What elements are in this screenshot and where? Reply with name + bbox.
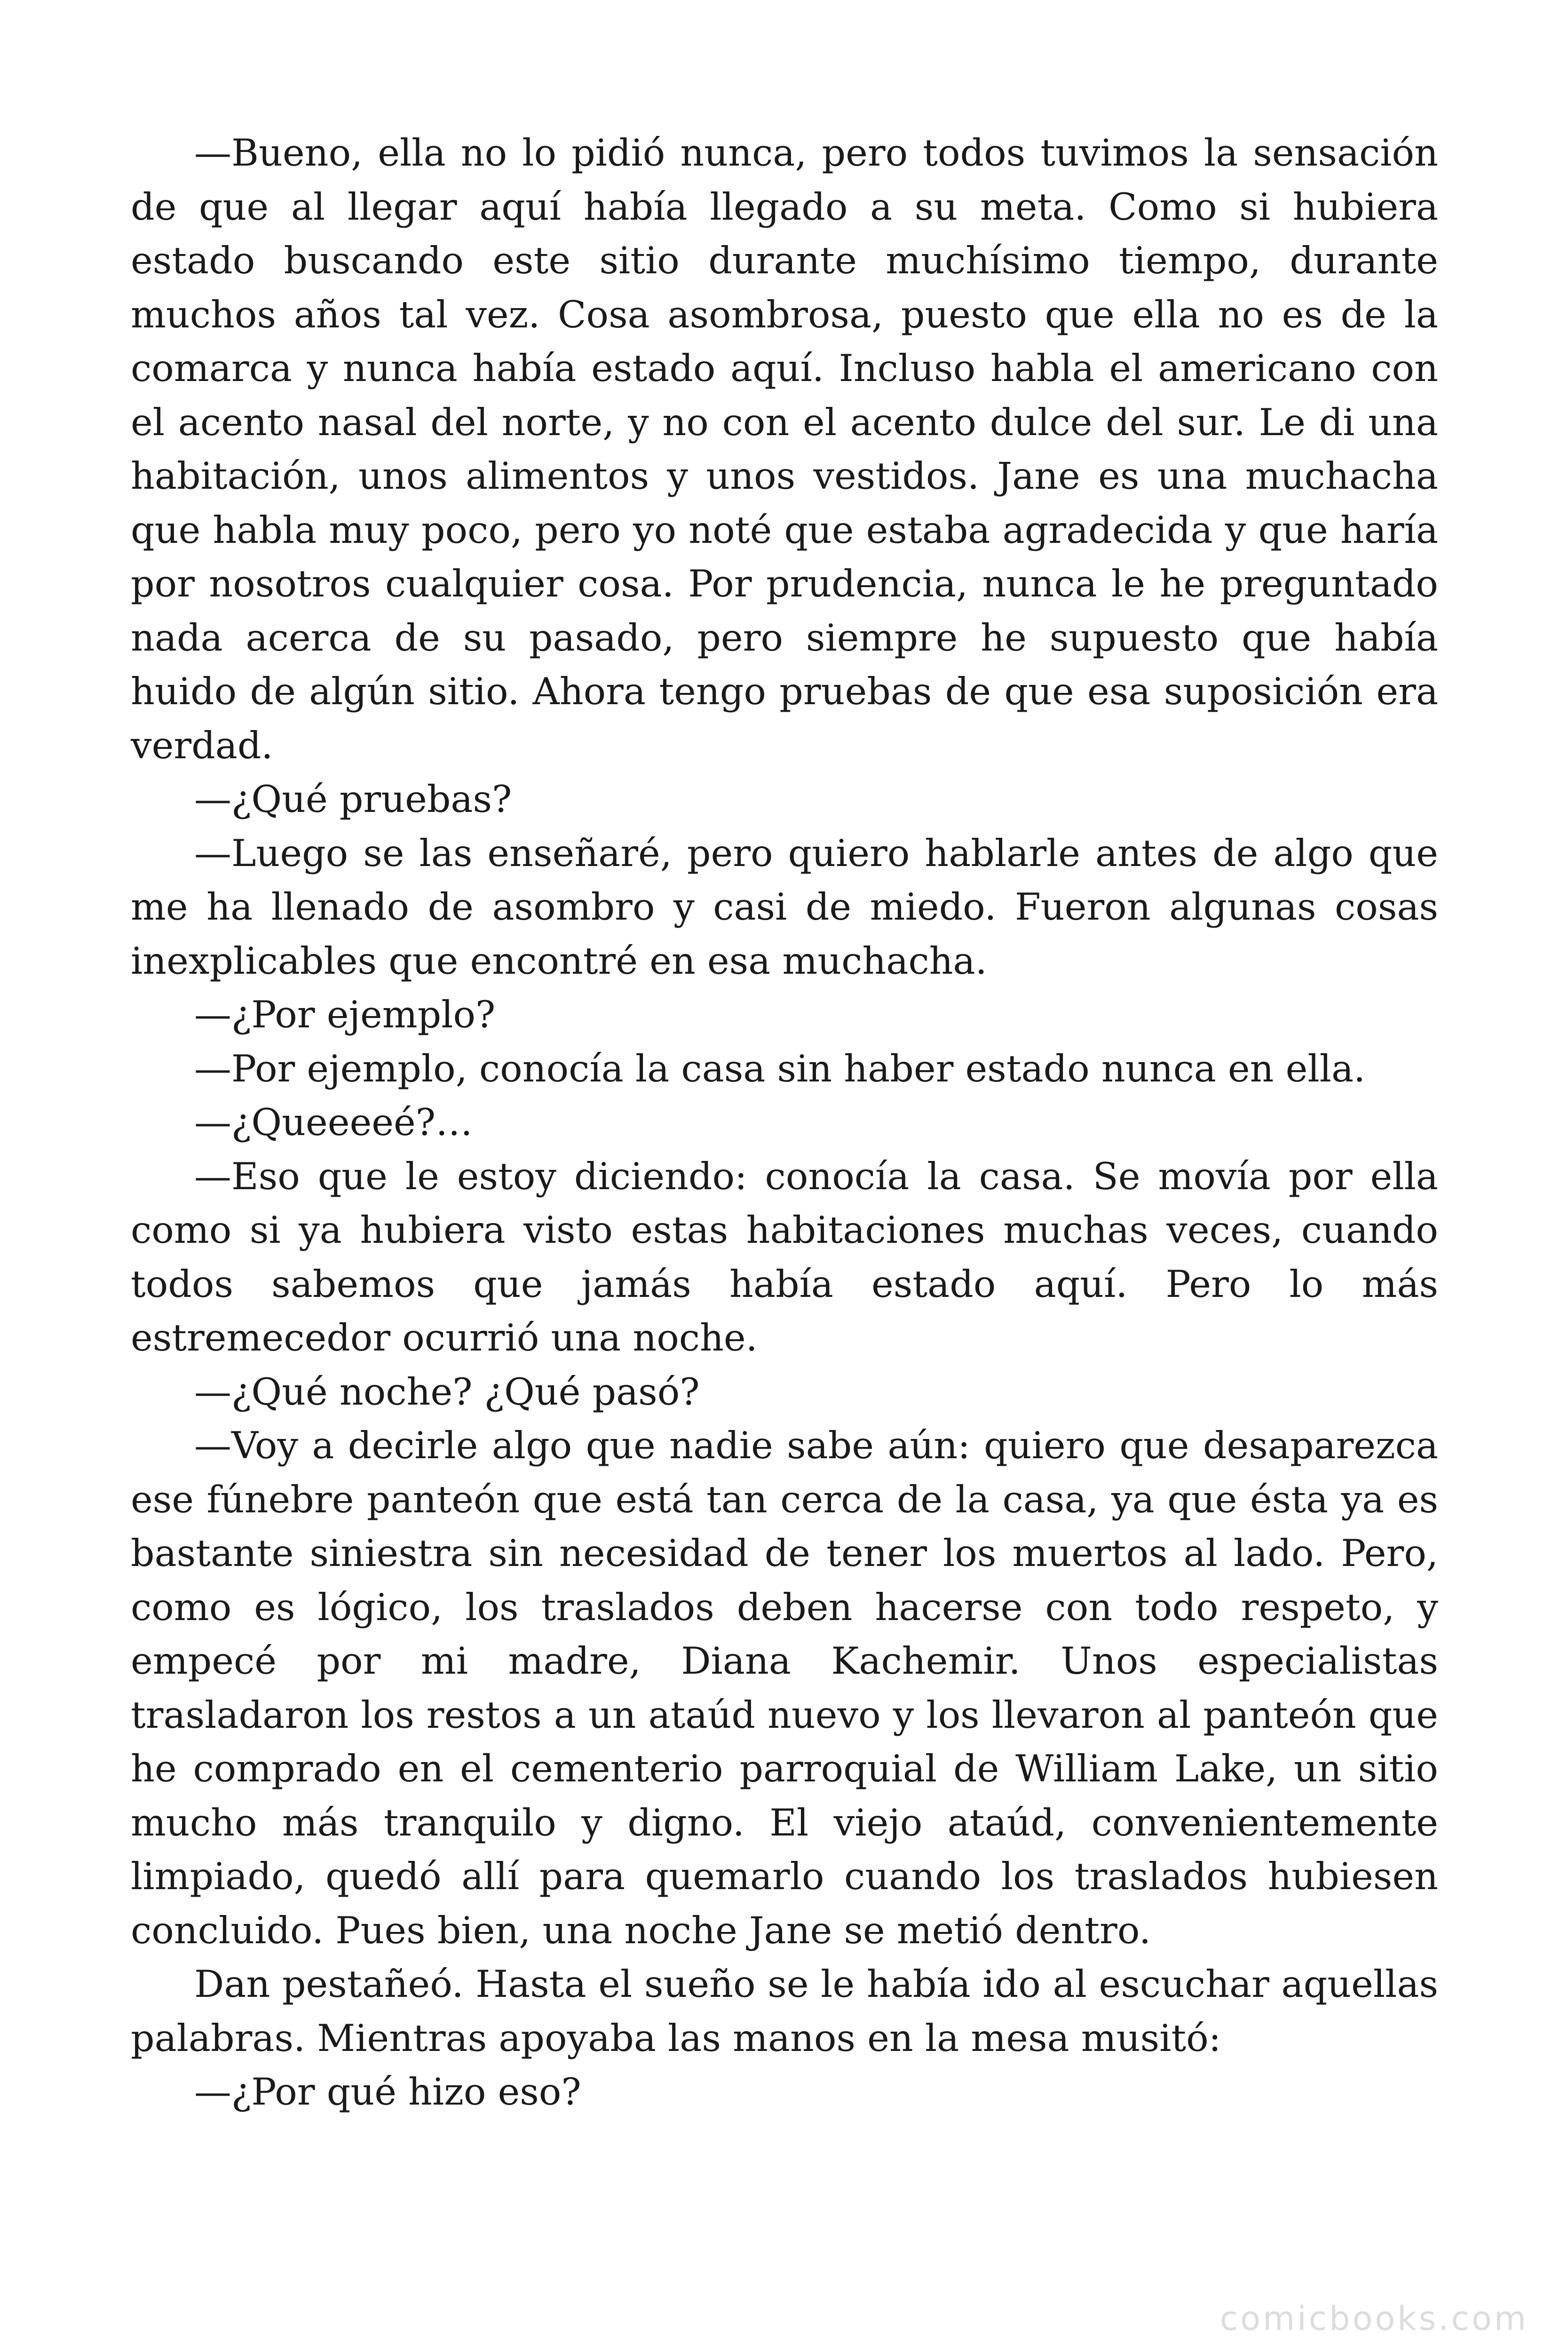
paragraph: —¿Qué noche? ¿Qué pasó? <box>194 1370 700 1414</box>
paragraph: —Luego se las enseñaré, pero quiero hablarle antes de algo que me ha llenado de asombro y casi de miedo. Fueron algunas cosas inexplicables que encontré en esa muchacha. <box>131 831 1438 983</box>
watermark: comicbooks.com <box>1220 2299 1528 2338</box>
paragraph: —¿Por ejemplo? <box>194 993 496 1036</box>
paragraph: —Bueno, ella no lo pidió nunca, pero todos tuvimos la sensación de que al llegar aquí había llegado a su meta. Como si hubiera estado buscando este sitio durante muchísimo tiempo, durante muchos años tal vez. Cosa asombrosa, puesto que ella no es de la comarca y nunca había estado aquí. Incluso habla el americano con el acento nasal del norte, y no con el acento dulce del sur. Le di una habitación, unos alimentos y unos vestidos. Jane es una muchacha que habla muy poco, pero yo noté que estaba agradecida y que haría por nosotros cualquier cosa. Por prudencia, nunca le he preguntado nada acerca de su pasado, pero siempre he supuesto que había huido de algún sitio. Ahora tengo pruebas de que esa suposición era verdad. <box>131 131 1438 767</box>
paragraph: —Por ejemplo, conocía la casa sin haber estado nunca en ella. <box>194 1047 1366 1090</box>
paragraph: —¿Por qué hizo eso? <box>194 2070 581 2114</box>
book-page-text <box>131 126 1438 2119</box>
paragraph: —¿Qué pruebas? <box>194 778 512 821</box>
paragraph: —Voy a decirle algo que nadie sabe aún: quiero que desaparezca ese fúnebre panteón que está tan cerca de la casa, ya que ésta ya es bastante siniestra sin necesidad de tener los muertos al lado. Pero, como es lógico, los traslados deben hacerse con todo respeto, y empecé por mi madre, Diana Kachemir. Unos especialistas trasladaron los restos a un ataúd nuevo y los llevaron al panteón que he comprado en el cementerio parroquial de William Lake, un sitio mucho más tranquilo y digno. El viejo ataúd, convenientemente limpiado, quedó allí para quemarlo cuando los traslados hubiesen concluido. Pues bien, una noche Jane se metió dentro. <box>131 1424 1438 1952</box>
paragraph: —Eso que le estoy diciendo: conocía la casa. Se movía por ella como si ya hubiera visto estas habitaciones muchas veces, cuando todos sabemos que jamás había estado aquí. Pero lo más estremecedor ocurrió una noche. <box>131 1154 1438 1359</box>
paragraph: —¿Queeeeé?… <box>194 1101 473 1144</box>
paragraph: Dan pestañeó. Hasta el sueño se le había ido al escuchar aquellas palabras. Mientras apoyaba las manos en la mesa musitó: <box>131 1963 1438 2060</box>
